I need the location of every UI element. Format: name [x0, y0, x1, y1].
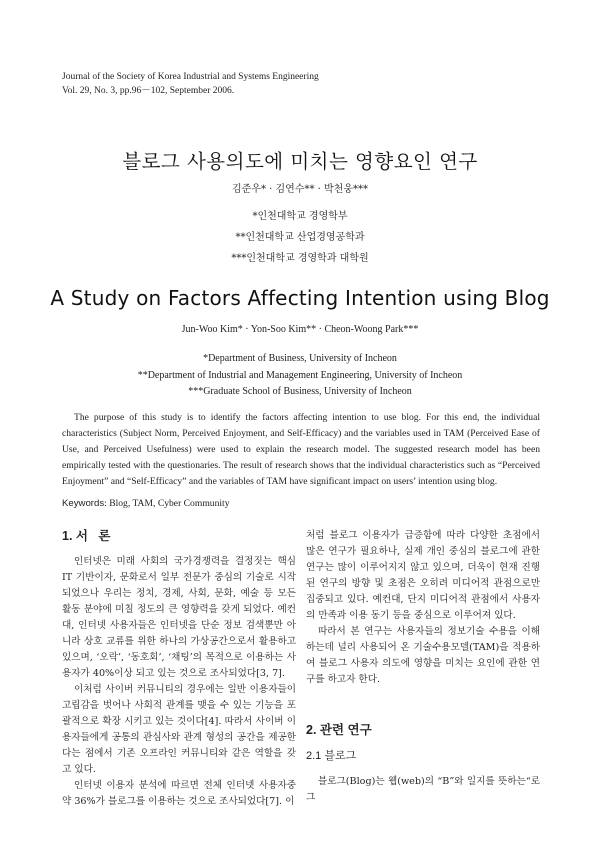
keywords: [62, 498, 230, 509]
affiliation-ko-2: **인천대학교 산업경영공학과: [235, 232, 365, 243]
affiliation-en-3: ***Graduate School of Business, University of Incheon: [188, 386, 412, 397]
affiliations-korean: [0, 206, 600, 269]
keywords-label: Keywords: [62, 498, 105, 509]
journal-volume: Vol. 29, No. 3, pp.96－102, September 2006.: [62, 86, 235, 96]
subsection-heading-blog: 2.1 블로그: [306, 750, 357, 762]
journal-name: Journal of the Society of Korea Industrial and Systems Engineering: [62, 72, 319, 82]
authors-korean: 김준우* · 김연수** · 박천웅***: [231, 184, 368, 195]
journal-citation: [62, 70, 319, 98]
affiliation-ko-1: *인천대학교 경영학부: [252, 211, 348, 222]
left-column: [62, 528, 296, 810]
paragraph: 인터넷 이용자 분석에 따르면 전체 인터넷 사용자중 약 36%가 블로그를 이용하는 것으로 조사되었다[7]. 이: [62, 780, 296, 807]
abstract: The purpose of this study is to identify the factors affecting intention to use blog. For this end, the individual characteristics (Subject Norm, Perceived Enjoyment, and Self-Efficacy) and the variables used in TAM (Perceived Ease of Use, and Perceived Usefulness) were used to explain the research model. The suggested research model has been empirically tested with the questionaries. The result of research shows that the individual characteristics such as “Perceived Enjoyment” and “Self-Efficacy” and the variables of TAM have significant impact on users’ intention using blog.: [62, 412, 540, 487]
right-column: [306, 528, 540, 806]
section-heading-introduction: 1. 서 론: [62, 529, 111, 543]
paragraph: 처럼 블로그 이용자가 급증함에 따라 다양한 초점에서 많은 연구가 필요하나, 실제 개인 중심의 블로그에 관한 연구는 많이 이루어지지 않고 있으며, 더욱이 현재 진행된 연구의 방향 및 초점은 오히려 미디어적 관점으로만 집중되고 있다. 예컨대, 단지 미디어적 관점에서 사용자의 만족과 이용 동기 등을 중심으로 이루어져 있다.: [306, 530, 540, 621]
affiliation-en-2: **Department of Industrial and Management Engineering, University of Incheon: [137, 369, 463, 381]
affiliation-ko-3: ***인천대학교 경영학과 대학원: [231, 253, 369, 264]
affiliation-en-1: *Department of Business, University of Incheon: [203, 353, 397, 364]
affiliations-english: [0, 351, 600, 401]
keywords-value: : Blog, TAM, Cyber Community: [104, 498, 230, 509]
paragraph: 따라서 본 연구는 사용자들의 정보기술 수용을 이해하는데 널리 사용되어 온 기술수용모델(TAM)을 적용하여 블로그 사용자 의도에 영향을 미치는 요인에 관한 연구를 하고자 한다.: [306, 626, 540, 685]
paragraph: 인터넷은 미래 사회의 국가경쟁력을 결정짓는 핵심 IT 기반이자, 문화로서 일부 전문가 중심의 기술로 시작되었으나 우리는 정치, 경제, 사회, 문화, 예술 등 모든 활동 분야에 미칠 정도의 큰 영향력을 갖게 되었다. 예컨대, 인터넷 사용자들은 인터넷을 단순 정보 검색뿐만 아니라 상호 교류를 위한 하나의 가상공간으로서 활용하고 있으며, ‘오락’, ‘동호회’, ‘채팅’의 목적으로 이용하는 사용자가 40%이상 되고 있는 것으로 조사되었다[3, 7].: [62, 556, 296, 679]
paragraph: 이처럼 사이버 커뮤니티의 경우에는 일반 이용자들이 고립감을 벗어나 사회적 관계를 맺을 수 있는 기능을 포괄적으로 확장 시키고 있는 것이다[4]. 따라서 사이버 이용자들에게 공통의 관심사와 관계 형성의 공간을 제공한다는 점에서 기존 오프라인 커뮤니티와 같은 역할을 갖고 있다.: [62, 684, 296, 775]
title-korean: 블로그 사용의도에 미치는 영향요인 연구: [122, 150, 478, 173]
paragraph: 블로그(Blog)는 웹(web)의 “B”와 일지를 뜻하는“로그: [306, 776, 540, 803]
section-heading-related-work: 2. 관련 연구: [306, 723, 372, 737]
authors-english: Jun-Woo Kim* · Yon-Soo Kim** · Cheon-Woong Park***: [181, 324, 419, 335]
title-english: A Study on Factors Affecting Intention using Blog: [50, 286, 550, 310]
